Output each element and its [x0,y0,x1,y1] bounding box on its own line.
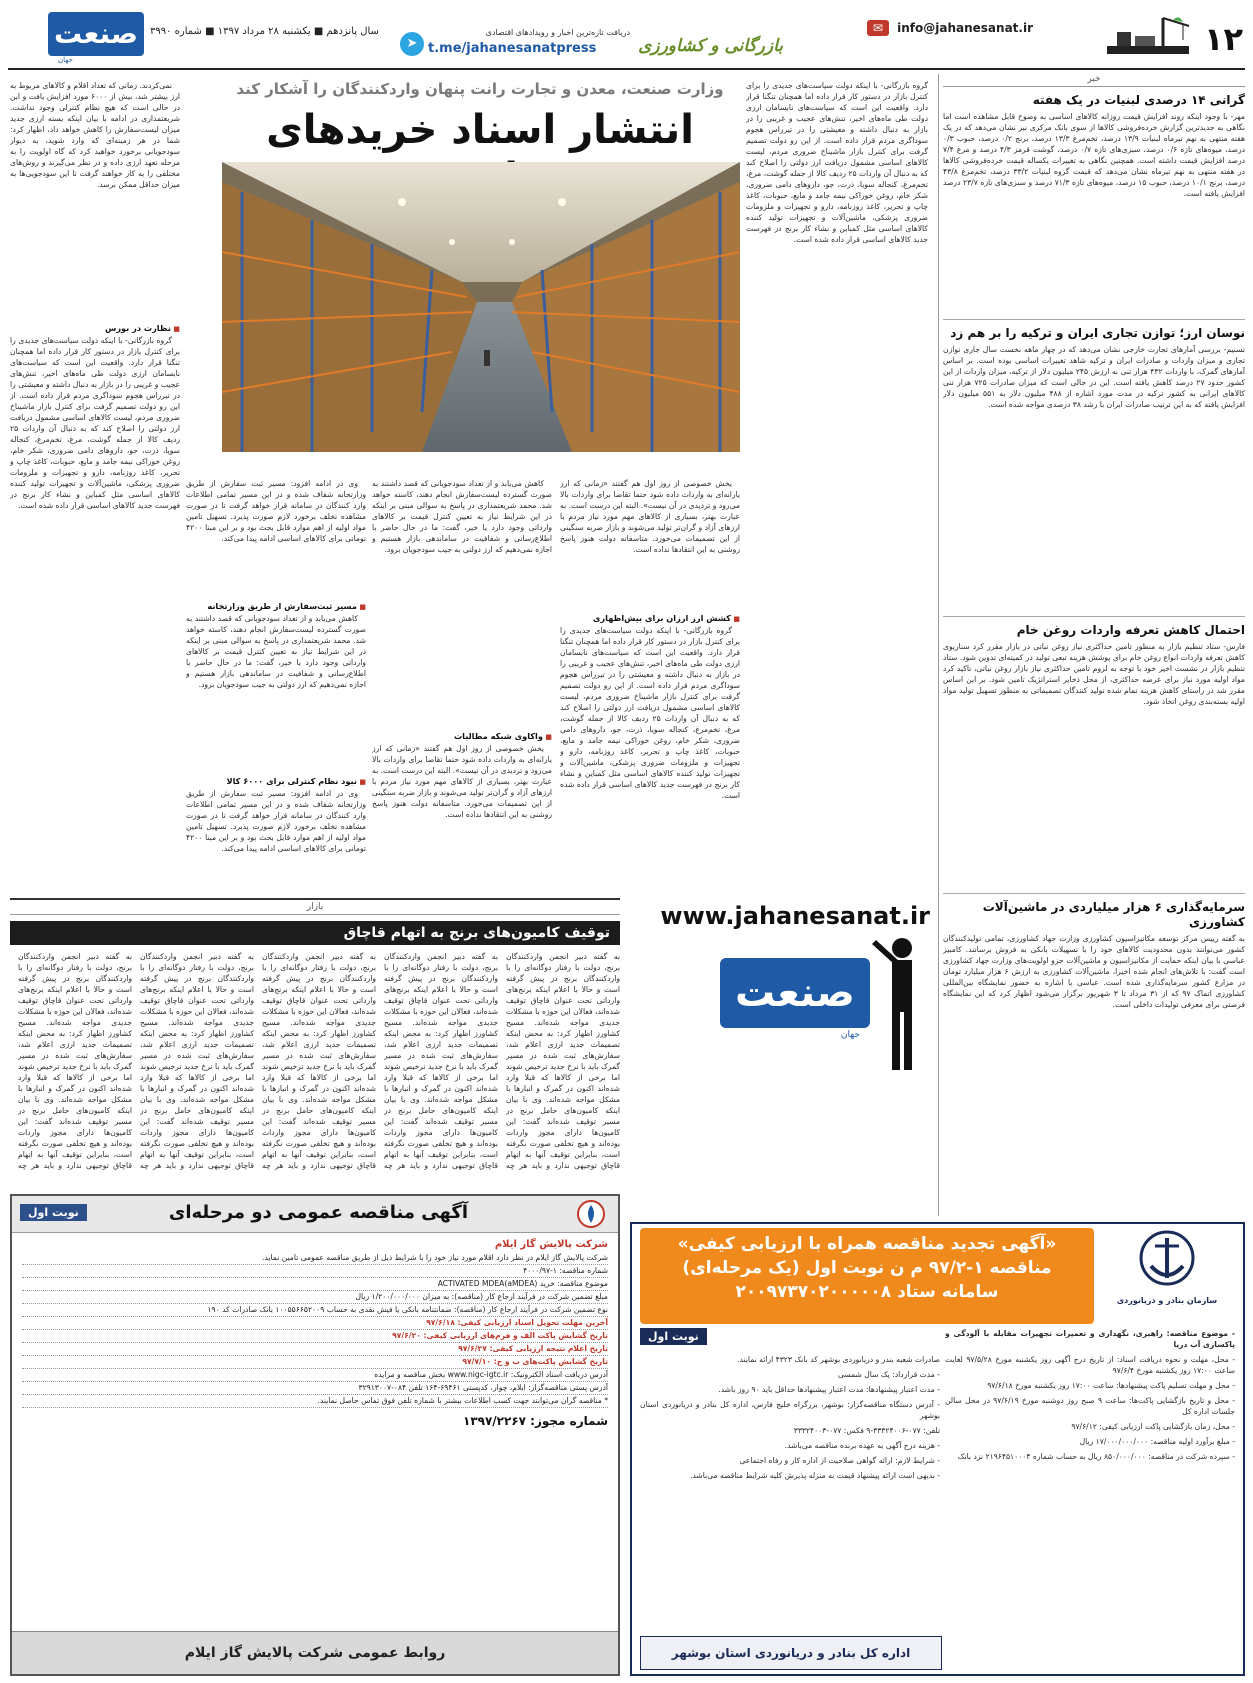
header-rule [8,68,1245,70]
email-text: info@jahanesanat.ir [897,21,1033,35]
bazaar-paragraph: به گفته دبیر انجمن واردکنندگان برنج، دولت با رفتار دوگانه‌ای را با واردکنندگان برنج در پیش گرفته است و حالا با اعلام اینکه برنج‌های وارداتی تحت عنوان قاچاق توقیف شده‌اند، فعالان این حوزه با مشکلات جدیدی مواجه شده‌اند. مسیح کشاورز اظهار کرد: به محض اینکه تصمیمات جدید ارزی اعلام شد، سفارش‌های ثبت شده در مسیر گمرک باید با نرخ جدید ترخیص شوند اما برخی از کالاها که قبلا وارد شده‌اند اکنون در گمرک و انبارها با مشکل مواجه شده‌اند. وی با بیان اینکه کامیون‌های حامل برنج در مسیر توقیف شده‌اند گفت: این کامیون‌ها دارای مجوز واردات بوده‌اند و هیچ تخلفی صورت نگرفته است، بنابراین توقیف آنها به اتهام قاچاق توجیهی ندارد و باید هر چه [18,952,132,1170]
ad-port-line: - مدت قرارداد: یک سال شمسی [837,1370,940,1379]
website-logo-text: صنعت [735,970,855,1016]
pointing-man-icon [872,934,930,1074]
ad-gas-footer-text: روابط عمومی شرکت پالایش گاز ایلام [184,1645,446,1661]
ad-port-emblem [1099,1228,1235,1324]
story-paragraph: نمی‌کردند. زمانی که تعداد اقلام و کالاهای مربوط به ارز بیشتر شد، بیش از ۶۰۰۰ مورد افزایش یافت و این در حالی است که هیچ نظام کنترلی وجود نداشت. شریعتمداری در ادامه با بیان اینکه بسته ارزی جدید میزان لیست‌سفارش را کاهش خواهد داد، اظهار کرد: شما در هر زمینه‌ای که وارد شوید، به دیوار سودجویانی برخورد خواهید کرد که گاه اولویت را به مرحله تعهد ارزی داده و در نظر می‌گیرند و روش‌های مختلفی را به کار خواهند گرفت تا این سودجویی‌ها به میزان حداقل ممکن برسد. [10,81,180,189]
ad-port-line: - موضوع مناقصه: راهبری، نگهداری و تعمیرات تجهیزات مقابله با آلودگی و پاکسازی آب دریا [945,1329,1235,1349]
ad-port-line: - محل و تاریخ بازگشایی پاکت‌ها: ساعت ۹ صبح روز دوشنبه مورخ ۹۷/۶/۱۹ در محل سالن جلسات اداره کل [945,1396,1235,1416]
story-paragraph: گروه بازرگانی- با اینکه دولت سیاست‌های جدیدی را برای کنترل بازار در دستور کار قرار داده اما همچنان تنگنا قرار دارد. واقعیت این است که سیاست‌های نابسامان ارزی دولت طی ماه‌های اخیر، تنش‌های عجیب و غریبی را در بازار به دنبال داشته و معیشتی را در تیرراس هجوم سوداگری مردم قرار داده است. از این رو دولت تصمیم گرفت برای کنترل بازار ماشیناخ ضروری مردم، لیست کالاهای اساسی مشمول دریافت ارز دولتی را اصلاح کند که به دنبال آن واردات ۲۵ ردیف کالا از جمله گوشت، مرغ، تخم‌مرغ، کنجاله سویا، ذرت، جو، داروهای دامی ضروری، شکر خام، روغن خوراکی نیمه جامد و مایع، حبوبات، کاغذ چاپ و تحریر، کاغذ روزنامه، دارو و تجهیزات و ملزومات ضروری پزشکی، ماشین‌آلات و تجهیزات تولید کننده کالاهای اساسی مثل کمباین و نشاء کار برنج در فهرست جدید کالاهای اساسی قرار داده شده است. [10,336,180,510]
divider [943,319,1245,320]
brief-item [943,326,1245,610]
ad-gas-line: مبلغ تضمین شرکت در فرآیند ارجاع کار (مناقصه): به میزان ۱/۲۰۰/۰۰۰/۰۰۰ ریال [22,1291,608,1304]
brief-item [943,900,1245,1216]
story-col-2 [560,478,740,890]
brief-item [943,93,1245,313]
ad-port-emblem-note: سازمان بنادر و دریانوردی [1116,1296,1218,1305]
story-paragraph: یخش خصوصی از روز اول هم گفتند «زمانی که ارز یارانه‌ای به واردات داده شود حتما تقاضا برای واردات بالا می‌رود و تردیدی در آن نیست». البته این درست است. به عبارت بهتر، بسیاری از کالاهای مهم مورد نیاز مردم با ارزهای آزاد و گران‌تر تولید می‌شوند و بازار ضربه سنگینی از این تصمیمات می‌خورد. متاسفانه دولت هنوز پاسخ روشنی به این انتقادها نداده است. [560,479,740,554]
telegram-url: t.me/jahanesanatpress [428,41,597,56]
brief-title: نوسان ارز؛ توازن تجاری ایران و ترکیه را بر هم زد [950,326,1245,340]
brief-body: تسنیم- بررسی آمارهای تجارت خارجی نشان می‌دهد که در چهار ماهه نخست سال جاری توازن تجاری و میزان واردات و صادرات ایران و ترکیه شاهد تغییرات اساسی بوده است. بر اساس آمارهای گمرک، با واردات ۴۳۲ هزار تنی به ارزش ۲۴۵ میلیون دلار از ترکیه، میزان واردات از این کشور حدود ۲۷ درصد کاهش یافته است. این در حالی است که میزان صادرات ۷۲۵ هزار تنی کالاهای ایرانی به کشور ترکیه در مدت مورد اشاره از ۴۸۸ میلیون دلار به ۵۵۱ میلیون دلار افزایش یافته که به این ترتیب صادرات ایران با رشد ۳۸ درصدی مواجه شده است. [943,345,1245,409]
brief-title: سرمایه‌گذاری ۶ هزار میلیاردی در ماشین‌آلات کشاورزی [982,900,1245,929]
email-link[interactable] [867,20,1033,36]
nigc-logo-icon [574,1199,608,1229]
ad-gas-line: آدرس دریافت اسناد الکترونیک: www.nigc-igtc.ir بخش مناقصه و مزایده [22,1369,608,1382]
anchor-emblem-icon [1137,1228,1197,1292]
website-promo[interactable] [630,898,930,1078]
ad-port-line: - محل و مهلت تسلیم پاکت پیشنهادها: ساعت ۱۷:۰۰ روز یکشنبه مورخ ۹۷/۶/۱۸ [987,1381,1235,1390]
ad-gas-footer [12,1631,618,1674]
ad-port-headline: «آگهی تجدید مناقصه همراه با ارزیابی کیفی» [677,1234,1057,1254]
ad-gas-line: تاریخ گشایش پاکت الف و فرم‌های ارزیابی کیفی: ۹۷/۶/۲۰ [22,1330,608,1343]
telegram-note: دریافت تازه‌ترین اخبار و رویدادهای اقتصادی [485,28,630,37]
brief-item [943,623,1245,887]
story-subhead: ■ نبود نظام کنترلی برای ۶۰۰۰ کالا [186,776,366,786]
port-crane-icon [1103,14,1193,60]
ad-gas-line: آدرس پستی مناقصه‌گزار: ایلام، چوار، کدپستی ۶۹۴۶۱-۱۶۴ تلفن ۰۸۴-۳۲۹۱۳۰۰۷ [22,1382,608,1395]
mail-icon: ✉ [867,20,889,36]
briefs-label: خبر [943,74,1245,87]
ad-port-line: - مدت اعتبار پیشنهادها: مدت اعتبار پیشنهادها حداقل باید ۹۰ روز باشد. [718,1385,940,1394]
ad-gas-headline: آگهی مناقصه عمومی دو مرحله‌ای [168,1202,468,1223]
bazaar-paragraph: به گفته دبیر انجمن واردکنندگان برنج، دولت با رفتار دوگانه‌ای را با واردکنندگان برنج در پیش گرفته است و حالا با اعلام اینکه برنج‌های وارداتی تحت عنوان قاچاق توقیف شده‌اند، فعالان این حوزه با مشکلات جدیدی مواجه شده‌اند. مسیح کشاورز اظهار کرد: به محض اینکه تصمیمات جدید ارزی اعلام شد، سفارش‌های ثبت شده در مسیر گمرک باید با نرخ جدید ترخیص شوند اما برخی از کالاها که قبلا وارد شده‌اند اکنون در گمرک و انبارها با مشکل مواجه شده‌اند. وی با بیان اینکه کامیون‌های حامل برنج در مسیر توقیف شده‌اند گفت: این کامیون‌ها دارای مجوز واردات بوده‌اند و هیچ تخلفی صورت نگرفته است، بنابراین توقیف آنها به اتهام قاچاق توجیهی ندارد و باید هر چه [140,952,254,1170]
ad-gas-line: آخرین مهلت تحویل اسناد ارزیابی کیفی: ۹۷/۶/۱۸ [22,1317,608,1330]
story-kicker: وزارت صنعت، معدن و تجارت رانت پنهان واردکنندگان را آشکار کند [236,80,724,98]
ad-port-footer-text: اداره کل بنادر و دریانوردی استان بوشهر [671,1646,911,1660]
bazaar-label: بازار [10,898,620,915]
logo-text: صنعت [54,17,138,50]
bazaar-paragraph: به گفته دبیر انجمن واردکنندگان برنج، دولت با رفتار دوگانه‌ای را با واردکنندگان برنج در پیش گرفته است و حالا با اعلام اینکه برنج‌های وارداتی تحت عنوان قاچاق توقیف شده‌اند، فعالان این حوزه با مشکلات جدیدی مواجه شده‌اند. مسیح کشاورز اظهار کرد: به محض اینکه تصمیمات جدید ارزی اعلام شد، سفارش‌های ثبت شده در مسیر گمرک باید با نرخ جدید ترخیص شوند اما برخی از کالاها که قبلا وارد شده‌اند اکنون در گمرک و انبارها با مشکل مواجه شده‌اند. وی با بیان اینکه کامیون‌های حامل برنج در مسیر توقیف شده‌اند گفت: این کامیون‌ها دارای مجوز واردات بوده‌اند و هیچ تخلفی صورت نگرفته است، بنابراین توقیف آنها به اتهام قاچاق توجیهی ندارد و باید هر چه [506,952,620,1170]
bazaar-paragraph: به گفته دبیر انجمن واردکنندگان برنج، دولت با رفتار دوگانه‌ای را با واردکنندگان برنج در پیش گرفته است و حالا با اعلام اینکه برنج‌های وارداتی تحت عنوان قاچاق توقیف شده‌اند، فعالان این حوزه با مشکلات جدیدی مواجه شده‌اند. مسیح کشاورز اظهار کرد: به محض اینکه تصمیمات جدید ارزی اعلام شد، سفارش‌های ثبت شده در مسیر گمرک باید با نرخ جدید ترخیص شوند اما برخی از کالاها که قبلا وارد شده‌اند اکنون در گمرک و انبارها با مشکل مواجه شده‌اند. وی با بیان اینکه کامیون‌های حامل برنج در مسیر توقیف شده‌اند گفت: این کامیون‌ها دارای مجوز واردات بوده‌اند و هیچ تخلفی صورت نگرفته است، بنابراین توقیف آنها به اتهام قاچاق توجیهی ندارد و باید هر چه [262,952,376,1170]
issue-info: سال پانزدهم ■ یکشنبه ۲۸ مرداد ۱۳۹۷ ■ شماره ۳۹۹۰ [150,26,379,37]
story-col-4 [186,478,366,890]
ad-port-right-col [945,1328,1235,1638]
ad-port-line: - بدیهی است ارائه پیشنهاد قیمت به منزله پذیرش کلیه شرایط مناقصه می‌باشد. [690,1471,940,1480]
ad-port-setad: سامانه ستاد ۲۰۰۹۷۳۷۰۲۰۰۰۰۰۸ [735,1282,999,1302]
story-paragraph: یخش خصوصی از روز اول هم گفتند «زمانی که ارز یارانه‌ای به واردات داده شود حتما تقاضا برای واردات بالا می‌رود و تردیدی در آن نیست». البته این درست است. به عبارت بهتر، بسیاری از کالاهای مهم مورد نیاز مردم با ارزهای آزاد و گران‌تر تولید می‌شوند و بازار ضربه سنگینی از این تصمیمات می‌خورد. متاسفانه دولت هنوز پاسخ روشنی به این انتقادها نداده است. [372,744,552,819]
ad-gas-line: تاریخ گشایش پاکت‌های ب و ج: ۹۷/۷/۱۰ [22,1356,608,1369]
ad-port-line: - هزینه درج آگهی به عهده برنده مناقصه می‌باشد. [784,1441,940,1450]
column-rule [938,74,939,1216]
ad-port-tender [630,1222,1245,1676]
brief-body: مهر- با وجود اینکه روند افزایش قیمت روزانه کالاهای اساسی به وضوح قابل مشاهده است اما نگاهی به جدیدترین گزارش خرده‌فروشی کالاها از سوی بانک مرکزی نیز نشان می‌دهد که در یک هفته منتهی به نهم تیرماه لبنیات ۱۳/۹ درصد، تخم‌مرغ ۱۳/۳ درصد، برنج ۰/۲ درصد، حبوب ۰/۳ درصد، میوه‌های تازه ۰/۶ درصد، سبزی‌های تازه ۰/۷ درصد، گوشت قرمز ۴/۳ درصد و مرغ ۷/۴ درصد افزایش قیمت داشته است. همچنین نگاهی به تغییرات یکساله قیمت خرده‌فروشی کالاها در هفته منتهی به نهم تیرماه نشان می‌دهد که قیمت گروه لبنیات ۳۳/۲ درصد، تخم‌مرغ ۴۳/۸ درصد، برنج ۱۰/۱ درصد، حبوب ۱۵ درصد، میوه‌های تازه ۷۱/۳ درصد و سبزی‌های تازه ۲۳/۷ درصد افزایش یافته است. [943,112,1245,198]
ad-gas-line: شماره مناقصه: ۱-۴۰۰۰/۹۷ [22,1265,608,1278]
warehouse-photo [222,162,740,452]
ad-gas-header [12,1196,618,1233]
brief-title: احتمال کاهش تعرفه واردات روغن خام [1016,623,1245,637]
ad-port-line: - شرایط لازم: ارائه گواهی صلاحیت از اداره کار و رفاه اجتماعی [739,1456,940,1465]
divider [943,893,1245,894]
ad-gas-body [12,1233,618,1631]
brief-body: فارس- ستاد تنظیم بازار به منظور تامین حداکثری نیاز روغن نباتی در بازار مقرر کرد سناریوی کاهش تعرفه واردات انواع روغن خام برای پوشش هزینه تبعی تولید در کمیته‌ای تدوین شود. ستاد تنظیم بازار در نشست اخیر خود با توجه به لزوم تامین حداکثری نیاز بازار روغن نباتی، تاکید کرد مواد اولیه مورد نیاز برای عرضه حداکثری، از محل ذخایر استراتژیک تامین شود. بر این اساس مقرر شد در راستای کاهش هزینه تمام شده تولید کنندگان تصمیماتی به منظور تسهیل تولید مواد اولیه بسته‌بندی روغن اتخاذ شود. [943,642,1245,706]
section-title: بازرگانی و کشاورزی [638,36,783,56]
bazaar-paragraph: به گفته دبیر انجمن واردکنندگان برنج، دولت با رفتار دوگانه‌ای را با واردکنندگان برنج در پیش گرفته است و حالا با اعلام اینکه برنج‌های وارداتی تحت عنوان قاچاق توقیف شده‌اند، فعالان این حوزه با مشکلات جدیدی مواجه شده‌اند. مسیح کشاورز اظهار کرد: به محض اینکه تصمیمات جدید ارزی اعلام شد، سفارش‌های ثبت شده در مسیر گمرک باید با نرخ جدید ترخیص شوند اما برخی از کالاها که قبلا وارد شده‌اند اکنون در گمرک و انبارها با مشکل مواجه شده‌اند. وی با بیان اینکه کامیون‌های حامل برنج در مسیر توقیف شده‌اند گفت: این کامیون‌ها دارای مجوز واردات بوده‌اند و هیچ تخلفی صورت نگرفته است، بنابراین توقیف آنها به اتهام قاچاق توجیهی ندارد و باید هر چه [384,952,498,1170]
story-subhead: ■ کشش ارز ارزان برای بیش‌اظهاری [560,613,740,623]
ad-gas-line: موضوع مناقصه: خرید ACTIVATED MDEA(aMDEA) [22,1278,608,1291]
ad-port-line: - مبلغ برآورد اولیه مناقصه: ۱۷/۰۰۰/۰۰۰/۰۰۰ ریال [1079,1437,1235,1446]
ad-port-line: صادرات شعبه بندر و دریانوردی بوشهر کد بانک ۴۳۲۳ ارائه نمایند. [737,1355,940,1364]
story-paragraph: وی در ادامه افزود: مسیر ثبت سفارش از طریق وزارتخانه شفاف شده و در این مسیر تمامی اطلاعات وارد کنندگان در سامانه قرار خواهد گرفت تا در صورت مشاهده تخلف برخورد لازم صورت پذیرد. تسهیل تامین مواد اولیه از اهم موارد قابل بحث بود و بر این مبنا ۴۲۰۰ تومانی برای کالاهای اساسی ادامه پیدا می‌کند. [186,789,366,853]
ad-port-line: تلفن: ۰۷۷-۳۳۳۲۴۰۰۶-۹ فکس: ۰۷۷-۳۳۳۲۴۰۰۳ [793,1426,940,1435]
ad-gas-permit: شماره مجوز: ۱۳۹۷/۲۲۶۷ [463,1414,608,1428]
website-logo-sub: جهان [840,1030,860,1040]
story-headline: انتشار اسناد خریدهای [266,107,694,153]
ad-port-line: - آدرس دستگاه مناقصه‌گزار: بوشهر، بزرگراه خلیج فارس، اداره کل بنادر و دریانوردی استان بوشهر [640,1400,940,1420]
ad-port-footer [640,1636,942,1670]
ad-gas-line: شرکت پالایش گاز ایلام در نظر دارد اقلام مورد نیاز خود را با شرایط ذیل از طریق مناقصه عمومی تامین نماید. [22,1252,608,1265]
page-number: ۱۲ [1203,20,1243,58]
telegram-icon: ➤ [400,32,424,56]
ad-port-badge-text: نوبت اول [648,1330,699,1343]
story-col-3 [372,478,552,890]
ad-gas-badge-text: نوبت اول [28,1206,79,1219]
story-paragraph: کاهش می‌یابد و از تعداد سودجویانی که قصد داشتند به صورت گسترده لیست‌سفارش انجام دهند، کاسته خواهد شد. محمد شریعتمداری در پاسخ به سوالی مبنی بر اینکه در این شرایط نیاز به تعیین کنترل قیمت بر کالاهای وارداتی وجود دارد یا خیر، گفت: ما در حال حاضر با اطلاع‌رسانی و شفافیت در ساماندهی بازار هستیم و اجازه نمی‌دهیم که ارز دولتی به جیب سودجویان برود. [186,614,366,689]
website-url: www.jahanesanat.ir [660,902,930,930]
story-col-5 [10,80,180,890]
ad-gas-line: تاریخ اعلام نتیجه ارزیابی کیفی: ۹۷/۶/۲۷ [22,1343,608,1356]
bazaar-section [10,898,620,1188]
story-subhead: ■ مسیر ثبت‌سفارش از طریق وزارتخانه [186,601,366,611]
ad-gas-badge [20,1204,87,1221]
ad-port-banner [640,1228,1094,1324]
ad-gas-tender [10,1194,620,1676]
website-logo [720,958,870,1028]
divider [943,616,1245,617]
story-paragraph: وی در ادامه افزود: مسیر ثبت سفارش از طریق وزارتخانه شفاف شده و در این مسیر تمامی اطلاعات وارد کنندگان در سامانه قرار خواهد گرفت تا در صورت مشاهده تخلف برخورد لازم صورت پذیرد. تسهیل تامین مواد اولیه از اهم موارد قابل بحث بود و بر این مبنا ۴۲۰۰ تومانی برای کالاهای اساسی ادامه پیدا می‌کند. [186,479,366,543]
ad-port-line: - سپرده شرکت در مناقصه: ۸۵۰/۰۰۰/۰۰۰ ریال به حساب شماره ۲۱۹۶۴۵۱۰۰۰۴ نزد بانک [957,1452,1235,1461]
ad-gas-line: نوع تضمین شرکت در فرآیند ارجاع کار (مناقصه): ضمانتنامه بانکی یا فیش نقدی به حساب ۱۰۰۵۵۶۶۵۲۰۰۹ بانک صادرات کد ۱۹۰ [22,1304,608,1317]
ad-port-line: - محل، زمان بازگشایی پاکت ارزیابی کیفی: ۹۷/۶/۱۲ [1071,1422,1235,1431]
ad-port-badge [640,1328,707,1345]
ad-gas-company: شرکت پالایش گاز ایلام [494,1239,608,1250]
story-lead: گروه بازرگانی- با اینکه دولت سیاست‌های جدیدی را برای کنترل بازار در دستور کار قرار داده اما همچنان تنگنا قرار دارد. واقعیت این است که سیاست‌های نابسامان ارزی دولت طی ماه‌های اخیر، تنش‌های عجیب و غریبی را در بازار به دنبال داشته و معیشتی را در تیرراس هجوم سوداگری مردم قرار داده است. از این رو دولت تصمیم گرفت برای کنترل بازار ماشیناخ ضروری مردم، لیست کالاهای اساسی مشمول دریافت ارز دولتی را اصلاح کند که به دنبال آن واردات ۲۵ ردیف کالا از جمله گوشت، مرغ، تخم‌مرغ، کنجاله سویا، ذرت، جو، داروهای دامی ضروری، شکر خام، روغن خوراکی نیمه جامد و مایع، حبوبات، کاغذ چاپ و تحریر، کاغذ روزنامه، دارو و تجهیزات و ملزومات ضروری پزشکی، ماشین‌آلات و تجهیزات تولید کننده کالاهای اساسی مثل کمباین و نشاء کار برنج در فهرست جدید کالاهای اساسی قرار داده شده است. [746,81,928,244]
bazaar-headline: توقیف کامیون‌های برنج به اتهام قاچاق [343,925,610,941]
bazaar-headline-bar [10,921,620,945]
story-subhead: ■ واکاوی شبکه مطالبات [372,731,552,741]
story-subhead: ■ نظارت در بورس [10,323,180,333]
story-paragraph: گروه بازرگانی- با اینکه دولت سیاست‌های جدیدی را برای کنترل بازار در دستور کار قرار داده اما همچنان تنگنا قرار دارد. واقعیت این است که سیاست‌های نابسامان ارزی دولت طی ماه‌های اخیر، تنش‌های عجیب و غریبی را در بازار به دنبال داشته و معیشتی را در تیرراس هجوم سوداگری مردم قرار داده است. از این رو دولت تصمیم گرفت برای کنترل بازار ماشیناخ ضروری مردم، لیست کالاهای اساسی مشمول دریافت ارز دولتی را اصلاح کند که به دنبال آن واردات ۲۵ ردیف کالا از جمله گوشت، مرغ، تخم‌مرغ، کنجاله سویا، ذرت، جو، داروهای دامی ضروری، شکر خام، روغن خوراکی نیمه جامد و مایع، حبوبات، کاغذ چاپ و تحریر، کاغذ روزنامه، دارو و تجهیزات و ملزومات ضروری پزشکی، ماشین‌آلات و تجهیزات تولید کننده کالاهای اساسی مثل کمباین و نشاء کار برنج در فهرست جدید کالاهای اساسی قرار داده شده است. [560,626,740,800]
story-paragraph: کاهش می‌یابد و از تعداد سودجویانی که قصد داشتند به صورت گسترده لیست‌سفارش انجام دهند، کاسته خواهد شد. محمد شریعتمداری در پاسخ به سوالی مبنی بر اینکه در این شرایط نیاز به تعیین کنترل قیمت بر کالاهای وارداتی وجود دارد یا خیر، گفت: ما در حال حاضر با اطلاع‌رسانی و شفافیت در ساماندهی بازار هستیم و اجازه نمی‌دهیم که ارز دولتی به جیب سودجویان برود. [372,479,552,554]
bazaar-columns [10,951,620,1171]
brief-body: به گفته رییس مرکز توسعه مکانیزاسیون کشاورزی وزارت جهاد کشاورزی، تمامی تولیدکنندگان کشور می‌توانند بدون محدودیت کالاهای خود را با تسهیلات بانکی به فروش برسانند. کامبیز عباسی با بیان اینکه حمایت از مکانیزاسیون و ماشین‌آلات جزو اولویت‌های وزارت جهاد کشاورزی است گفت: با تلاش‌های انجام شده اخیرا، ماشین‌آلات کشاورزی به ارزش ۶ هزار میلیارد تومان در مزارع کشور سرمایه‌گذاری شده است. عباسی با اشاره به حضور نمایشگاه بین‌المللی کشاورزی اتماک ۹۷ که از ۳۱ مرداد تا ۳ شهریور برگزار می‌شود اظهار کرد که این نمایشگاه فرصتی برای معرفی تولیدات داخلی است. [943,934,1245,1009]
telegram-block[interactable] [400,14,630,62]
ad-port-subhead: مناقصه ۱-۹۷/۲ م ن نوبت اول (یک مرحله‌ای) [682,1258,1052,1278]
masthead [0,6,1253,66]
ad-port-line: - محل، مهلت و نحوه دریافت اسناد: از تاریخ درج آگهی روز یکشنبه مورخ ۹۷/۵/۲۸ لغایت ساعت ۱۷:۰۰ روز یکشنبه مورخ ۹۷/۶/۴ [945,1355,1235,1375]
ad-gas-line: * مناقصه گران می‌توانند جهت کسب اطلاعات بیشتر با شماره تلفن فوق تماس حاصل نمایند. [22,1395,608,1408]
logo-sub: جهان [58,56,73,64]
briefs-column [943,74,1245,1216]
logo [48,12,144,56]
ad-port-left-col [640,1354,940,1638]
brief-title: گرانی ۱۴ درصدی لبنیات در یک هفته [1032,93,1245,107]
